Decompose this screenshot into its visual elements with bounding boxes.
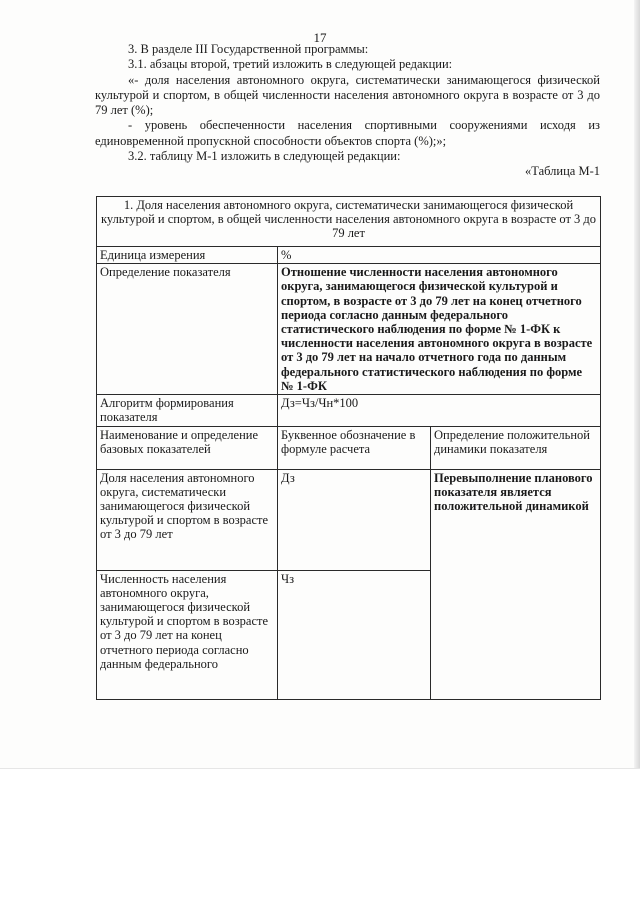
paragraph-share-population: «- доля населения автономного округа, систематически занимающегося физической культурой и спортом, в общей численности населения автономного округа в возрасте от 3 до 79 лет (%); bbox=[95, 72, 600, 118]
header-letter-symbol: Буквенное обозначение в формуле расчета bbox=[278, 426, 431, 469]
definition-value: Отношение численности населения автономного округа, занимающегося физической культурой и спортом, в возрасте от 3 до 79 лет на конец отчетного периода согласно данным федерального статистического наблюдения по форме № 1-ФК к численности населения автономного округа в возрасте от 3 до 79 лет на начало отчетного года по данным федерального статистического наблюдения по форме № 1-ФК bbox=[278, 264, 601, 395]
table-row-symbol: Чз bbox=[278, 570, 431, 699]
paragraph-3-2: 3.2. таблицу М-1 изложить в следующей редакции: bbox=[128, 149, 401, 164]
positive-dynamics-text: Перевыполнение планового показателя является положительной динамикой bbox=[431, 469, 601, 699]
algorithm-formula: Дз=Чз/Чн*100 bbox=[278, 395, 601, 426]
table-caption: «Таблица М-1 bbox=[525, 164, 600, 179]
definition-label: Определение показателя bbox=[97, 264, 278, 395]
table-row-symbol: Дз bbox=[278, 469, 431, 570]
document-body bbox=[95, 42, 600, 180]
header-positive-dynamics: Определение положительной динамики показателя bbox=[431, 426, 601, 469]
algorithm-label: Алгоритм формирования показателя bbox=[97, 395, 278, 426]
page-number: 17 bbox=[313, 30, 327, 45]
indicator-title: 1. Доля населения автономного округа, систематически занимающегося физической культурой и спортом, в общей численности населения автономного округа в возрасте от 3 до 79 лет bbox=[97, 197, 601, 247]
paragraph-section-3: 3. В разделе III Государственной программы: bbox=[128, 42, 369, 56]
paragraph-facilities: - уровень обеспеченности населения спортивными сооружениями исходя из единовременной пропускной способности объектов спорта (%);»; bbox=[95, 118, 600, 148]
indicator-table bbox=[96, 196, 601, 700]
table-row-name: Численность населения автономного округа, занимающегося физической культурой и спортом в возрасте от 3 до 79 лет на конец отчетного периода согласно данным федерального bbox=[97, 570, 278, 699]
unit-label: Единица измерения bbox=[97, 247, 278, 264]
unit-value: % bbox=[278, 247, 601, 264]
scan-edge bbox=[634, 0, 640, 768]
header-base-indicators: Наименование и определение базовых показателей bbox=[97, 426, 278, 469]
paragraph-3-1: 3.1. абзацы второй, третий изложить в следующей редакции: bbox=[128, 57, 453, 72]
table-row-name: Доля населения автономного округа, систематически занимающегося физической культурой и спортом в возрасте от 3 до 79 лет bbox=[97, 469, 278, 570]
